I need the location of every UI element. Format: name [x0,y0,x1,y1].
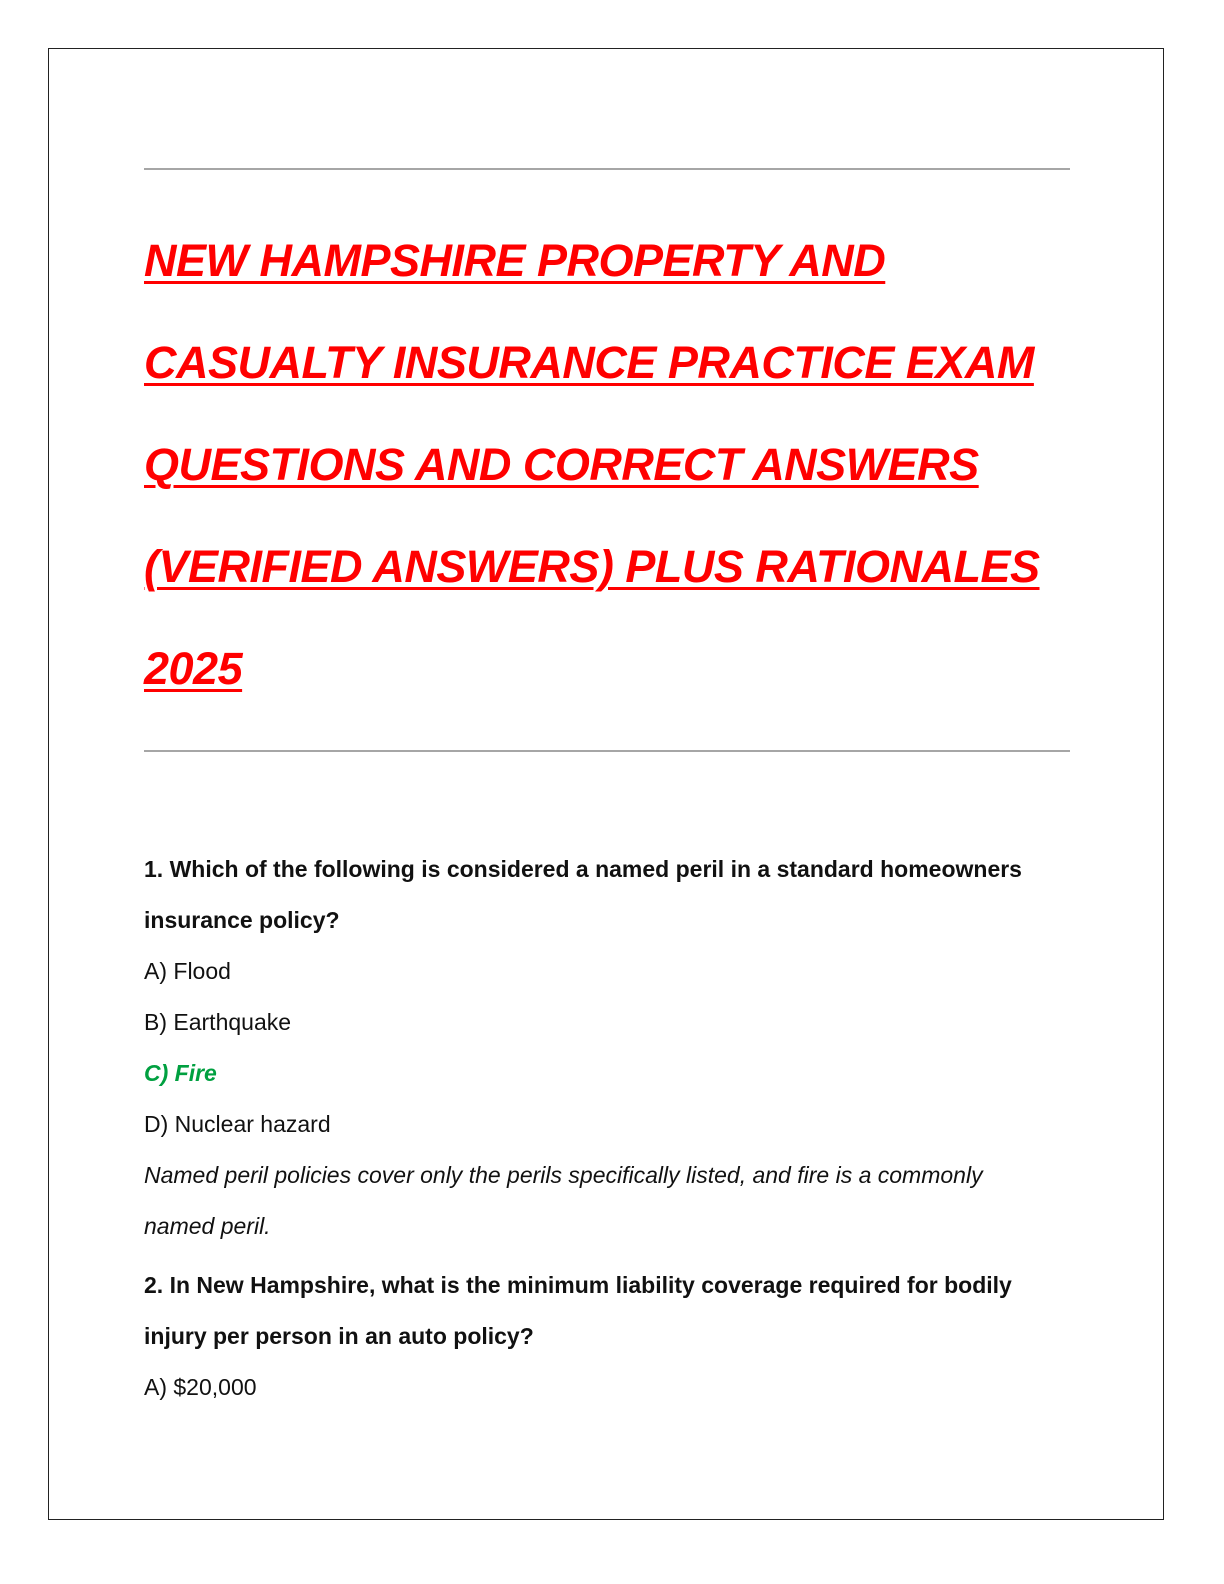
top-divider [144,168,1070,170]
answer-option: D) Nuclear hazard [144,1111,331,1137]
title-line: CASUALTY INSURANCE PRACTICE EXAM [144,337,1034,388]
answer-option: A) $20,000 [144,1374,257,1400]
question-stem-line: injury per person in an auto policy? [144,1323,534,1349]
question-stem-line: insurance policy? [144,907,340,933]
question-block [144,844,1084,1252]
answer-option: A) Flood [144,958,231,984]
question-stem-line: 2. In New Hampshire, what is the minimum liability coverage required for bodily [144,1272,1012,1298]
question-stem-line: 1. Which of the following is considered a named peril in a standard homeowners [144,856,1022,882]
correct-answer-option: C) Fire [144,1060,217,1086]
document-title [144,210,1084,720]
question-block [144,1260,1084,1413]
answer-option: B) Earthquake [144,1009,292,1035]
title-line: NEW HAMPSHIRE PROPERTY AND [144,235,886,286]
title-line: QUESTIONS AND CORRECT ANSWERS [144,439,979,490]
rationale-line: Named peril policies cover only the perils specifically listed, and fire is a commonly [144,1162,983,1188]
questions-section [144,844,1084,1413]
title-line: 2025 [144,643,243,694]
title-line: (VERIFIED ANSWERS) PLUS RATIONALES [144,541,1040,592]
bottom-divider [144,750,1070,752]
rationale-line: named peril. [144,1213,271,1239]
